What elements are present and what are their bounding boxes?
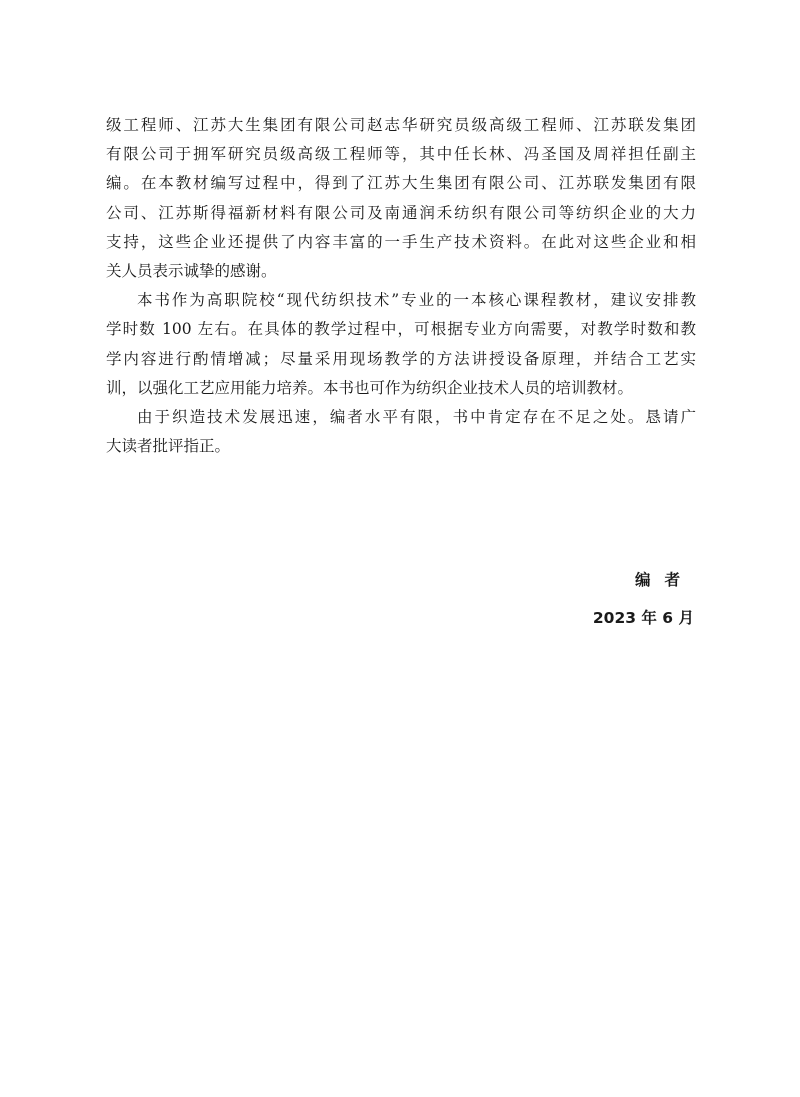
text-line: 编。在本教材编写过程中，得到了江苏大生集团有限公司、江苏联发集团有限 [106,174,696,193]
signature-date: 2023 年 6 月 [592,609,694,627]
text-line: 由于织造技术发展迅速，编者水平有限，书中肯定存在不足之处。恳请广 [137,407,696,426]
text-line: 有限公司于拥军研究员级高级工程师等，其中任长林、冯圣国及周祥担任副主 [106,145,696,164]
signature-author: 编者 [634,571,694,589]
text-line: 大读者批评指正。 [106,437,231,456]
text-line: 学内容进行酌情增减；尽量采用现场教学的方法讲授设备原理，并结合工艺实 [106,349,696,368]
text-line: 级工程师、江苏大生集团有限公司赵志华研究员级高级工程师、江苏联发集团 [106,116,696,134]
text-line: 支持，这些企业还提供了内容丰富的一手生产技术资料。在此对这些企业和相 [106,232,696,251]
text-line: 本书作为高职院校“现代纺织技术”专业的一本核心课程教材，建议安排教 [137,291,696,310]
preface-body [106,111,696,461]
text-line: 公司、江苏斯得福新材料有限公司及南通润禾纺织有限公司等纺织企业的大力 [106,203,696,222]
text-line: 学时数 100 左右。在具体的教学过程中，可根据专业方向需要，对教学时数和教 [106,320,696,339]
text-line: 训，以强化工艺应用能力培养。本书也可作为纺织企业技术人员的培训教材。 [106,378,634,397]
text-line: 关人员表示诚挚的感谢。 [106,261,277,280]
